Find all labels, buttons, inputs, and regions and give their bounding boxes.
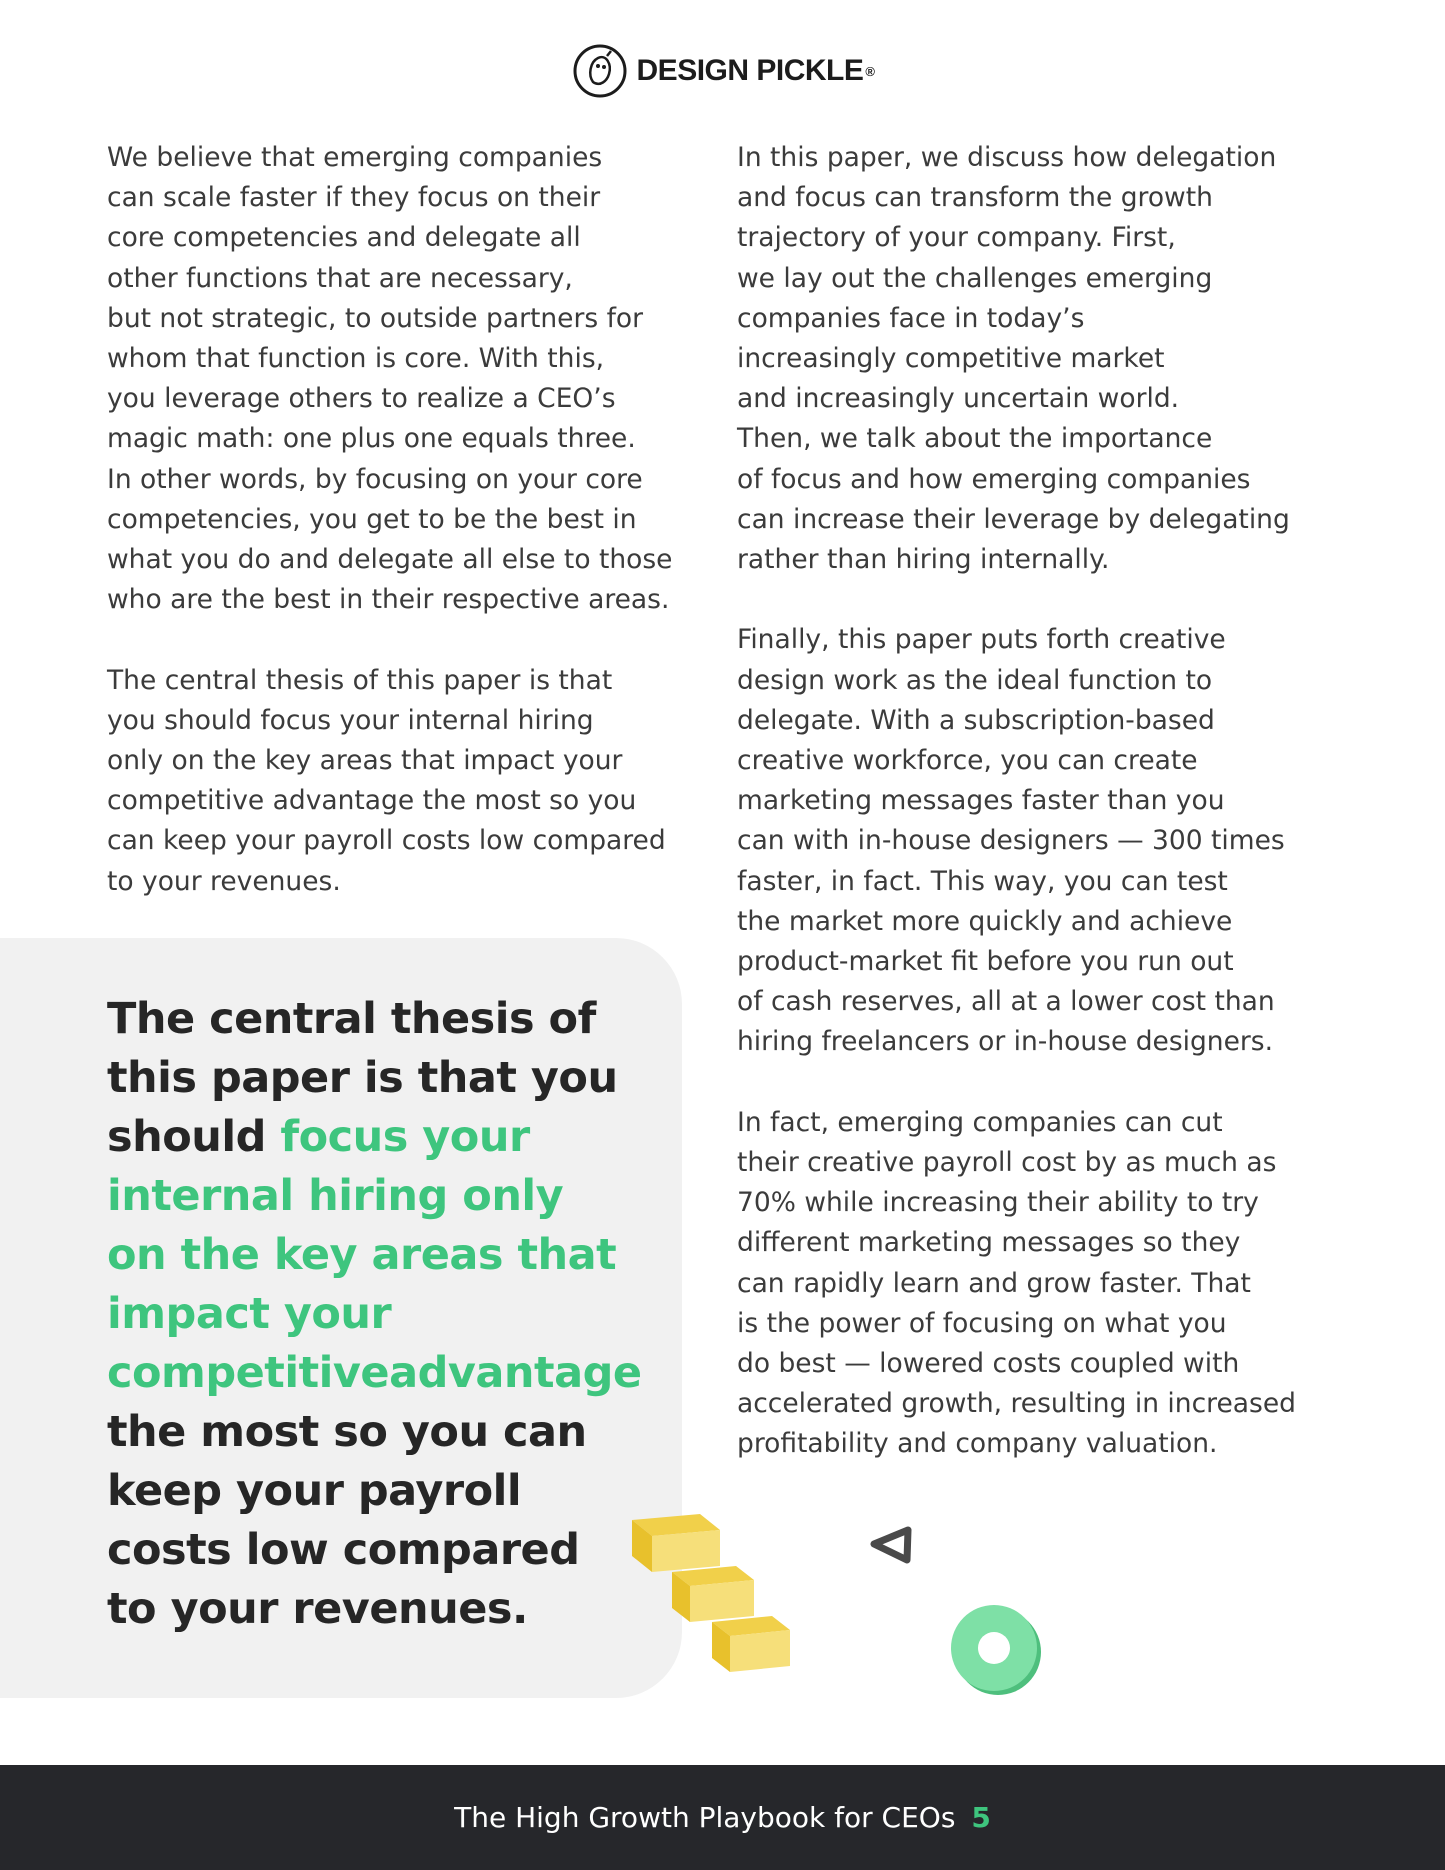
green-ring-icon: [951, 1605, 1041, 1695]
pull-quote-lead: The central thesis of this paper is that you should: [107, 994, 618, 1162]
triangle-outline-icon: [874, 1530, 908, 1560]
right-paragraph-2: Finally, this paper puts forth creative design work as the ideal function to delegate. With a subscription-based creative workforce, you can create marketing messages faster than you can with in-house designers — 300 times faster, in fact. This way, you can test the market more quickly and achieve product-market fit before you run out of cash reserves, all at a lower cost than hiring freelancers or in-house designers.: [737, 624, 1285, 1058]
right-column: [737, 138, 1377, 1505]
left-paragraph-1: We believe that emerging companies can scale faster if they focus on their core competencies and delegate all other functions that are necessary, but not strategic, to outside partners for whom that function is core. With this, you leverage others to realize a CEO’s magic math: one plus one equals three. In other words, by focusing on your core competencies, you get to be the best in what you do and delegate all else to those who are the best in their respective areas.: [107, 142, 673, 616]
page-number: 5: [971, 1801, 991, 1834]
pull-quote-highlight: focus your internal hiring only on the key areas that impact your competitiveadvantage: [107, 1112, 642, 1398]
left-column: [107, 138, 727, 942]
brand-name: DESIGN PICKLE: [636, 54, 864, 87]
registered-mark: ®: [865, 63, 875, 79]
pickle-logo-icon: [571, 42, 629, 100]
decorative-shapes: [620, 1500, 1060, 1720]
footer: [0, 1765, 1445, 1870]
header: [0, 42, 1445, 100]
left-paragraph-2: The central thesis of this paper is that you should focus your internal hiring only on the key areas that impact your competitive advantage the most so you can keep your payroll costs low compared to your revenues.: [107, 664, 666, 897]
footer-title: The High Growth Playbook for CEOs: [454, 1801, 956, 1834]
right-paragraph-3: In fact, emerging companies can cut their creative payroll cost by as much as 70% while increasing their ability to try different marketing messages so they can rapidly learn and grow faster. That is the power of focusing on what you do best — lowered costs coupled with accelerated growth, resulting in increased profitability and company valuation.: [737, 1106, 1296, 1460]
pull-quote-tail: the most so you can keep your payroll costs low compared to your revenues.: [107, 1407, 587, 1634]
yellow-blocks-decoration: [632, 1514, 790, 1672]
pull-quote: [107, 990, 667, 1639]
right-paragraph-1: In this paper, we discuss how delegation and focus can transform the growth trajectory of your company. First, we lay out the challenges emerging companies face in today’s increasingly competitive market and increasingly uncertain world. Then, we talk about the importance of focus and how emerging companies can increase their leverage by delegating rather than hiring internally.: [737, 142, 1290, 576]
